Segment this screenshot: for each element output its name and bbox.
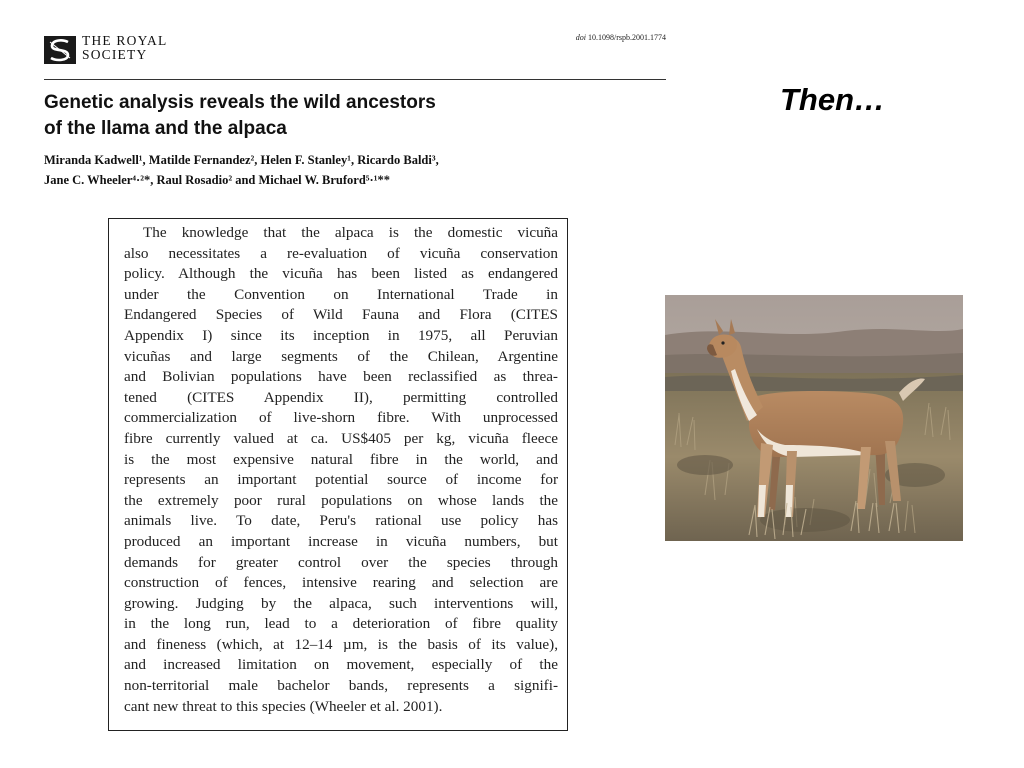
royal-society-logo — [44, 34, 184, 66]
slide-heading: Then… — [780, 82, 886, 117]
excerpt-line: produced an important increase in vicuña numbers, but — [124, 532, 558, 550]
excerpt-line: fibre currently valued at ca. US$405 per kg, vicuña fleece — [124, 429, 558, 447]
authors-line-2: Jane C. Wheeler⁴·²*, Raul Rosadio² and Michael W. Bruford⁵·¹** — [44, 173, 390, 187]
excerpt-line: cant new threat to this species (Wheeler et al. 2001). — [124, 697, 443, 715]
publisher-line-1: THE ROYAL — [82, 33, 168, 48]
authors-line-1: Miranda Kadwell¹, Matilde Fernandez², Helen F. Stanley¹, Ricardo Baldi³, — [44, 153, 439, 167]
publisher-line-2: SOCIETY — [82, 47, 148, 62]
excerpt-line: The knowledge that the alpaca is the domestic vicuña — [143, 224, 558, 241]
excerpt-line: growing. Judging by the alpaca, such interventions will, — [124, 594, 558, 612]
excerpt-line: non-territorial male bachelor bands, represents a signifi- — [124, 677, 558, 695]
excerpt-line: Endangered Species of Wild Fauna and Flora (CITES — [124, 306, 558, 324]
excerpt-line: policy. Although the vicuña has been listed as endangered — [124, 265, 558, 283]
excerpt-line: under the Convention on International Trade in — [124, 285, 558, 303]
royal-society-emblem-icon — [44, 36, 76, 64]
vicuna-photo — [665, 295, 963, 541]
excerpt-line: is the most expensive natural fibre in the world, and — [124, 450, 558, 468]
excerpt-line: demands for greater control over the species through — [124, 553, 558, 571]
header-divider — [44, 79, 666, 80]
author-list — [44, 150, 604, 190]
doi-prefix: doi — [575, 33, 586, 42]
excerpt-line: Appendix I) since its inception in 1975, all Peruvian — [124, 326, 558, 344]
excerpt-line: animals live. To date, Peru's rational use policy has — [124, 512, 558, 530]
excerpt-line: the extremely poor rural populations on whose lands the — [124, 491, 558, 509]
excerpt-line: represents an important potential source of income for — [124, 471, 558, 489]
vicuna-illustration-icon — [665, 295, 963, 541]
excerpt-line: and Bolivian populations have been reclassified as threa- — [124, 368, 558, 386]
excerpt-line: construction of fences, intensive rearing and selection are — [124, 574, 558, 592]
excerpt-line: vicuñas and large segments of the Chilean, Argentine — [124, 347, 558, 365]
paper-title-line-2: of the llama and the alpaca — [44, 118, 287, 139]
excerpt-box — [108, 218, 568, 731]
excerpt-line: tened (CITES Appendix II), permitting controlled — [124, 388, 558, 406]
excerpt-line: and increased limitation on movement, especially of the — [124, 656, 558, 674]
paper-title-line-1: Genetic analysis reveals the wild ancestors — [44, 92, 436, 113]
paper-title — [44, 90, 584, 142]
excerpt-line: also necessitates a re-evaluation of vicuña conservation — [124, 244, 558, 262]
excerpt-line: commercialization of live-shorn fibre. With unprocessed — [124, 409, 558, 427]
doi-value: 10.1098/rspb.2001.1774 — [588, 33, 666, 42]
publisher-name — [82, 34, 167, 62]
doi-reference — [555, 33, 666, 42]
excerpt-line: and fineness (which, at 12–14 µm, is the basis of its value), — [124, 635, 558, 653]
excerpt-line: in the long run, lead to a deterioration of fibre quality — [124, 615, 558, 633]
